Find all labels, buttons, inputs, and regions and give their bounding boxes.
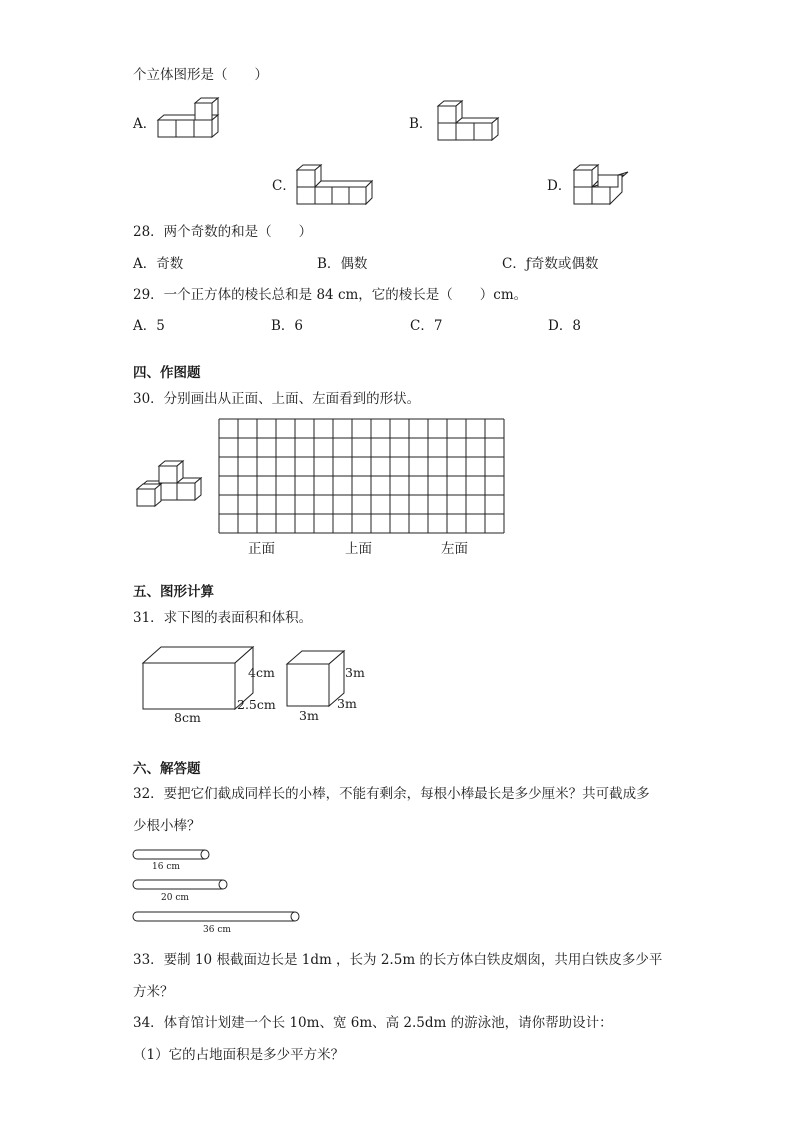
- q32-stem-line1: 32．要把它们截成同样长的小棒，不能有剩余，每根小棒最长是多少厘米？共可截成多: [133, 786, 650, 802]
- q27-option-d-label: D．: [547, 178, 572, 194]
- q32-stem-line2: 少根小棒？: [133, 818, 201, 834]
- rod-body: [133, 850, 205, 859]
- q31-cuboid-figure: [140, 645, 280, 725]
- q28-stem: 28．两个奇数的和是（ ）: [133, 224, 313, 240]
- q27-option-a-label: A．: [133, 116, 157, 132]
- q28-option-b: B．偶数: [317, 256, 368, 272]
- q31-cube-edge-bottom: 3m: [299, 708, 319, 723]
- q27-option-a-figure: [150, 95, 225, 145]
- q29-option-a: A．5: [133, 318, 165, 334]
- q34-sub1: （1）它的占地面积是多少平方米？: [133, 1047, 345, 1063]
- q28-option-a: A．奇数: [133, 256, 184, 272]
- q31-cube-edge-right: 3m: [345, 665, 365, 680]
- q34-stem: 34．体育馆计划建一个长 10m、宽 6m、高 2.5dm 的游泳池，请你帮助设计：: [133, 1015, 613, 1031]
- rod-end-cap: [291, 912, 299, 921]
- q32-rod-20-label: 20 cm: [161, 893, 189, 903]
- q27-option-b-label: B．: [409, 116, 433, 132]
- section6-heading: 六、解答题: [133, 761, 201, 777]
- q30-stem: 30．分别画出从正面、上面、左面看到的形状。: [133, 391, 421, 407]
- q28-option-c: C．ƒ奇数或偶数: [502, 256, 599, 272]
- q31-cuboid-height: 4cm: [248, 665, 275, 680]
- q29-option-d: D．8: [548, 318, 581, 334]
- q27-option-b-figure: [430, 98, 505, 148]
- q30-drawing-grid[interactable]: [218, 418, 505, 535]
- q31-cube-edge-depth: 3m: [337, 696, 357, 711]
- q32-rod-16-label: 16 cm: [152, 862, 180, 872]
- rod-body: [133, 912, 295, 921]
- rod-end-cap: [201, 850, 209, 859]
- rod-end-cap: [219, 880, 227, 889]
- section4-heading: 四、作图题: [133, 365, 201, 381]
- q27-stem-tail: 个立体图形是（ ）: [133, 67, 268, 83]
- q29-option-b: B．6: [271, 318, 304, 334]
- section5-heading: 五、图形计算: [133, 584, 214, 600]
- q32-rod-36-label: 36 cm: [203, 925, 231, 935]
- q30-cube-figure: [133, 458, 208, 513]
- q33-stem-line2: 方米？: [133, 984, 174, 1000]
- q29-stem: 29．一个正方体的棱长总和是 84 cm，它的棱长是（ ）cm。: [133, 287, 528, 303]
- q31-stem: 31．求下图的表面积和体积。: [133, 610, 313, 626]
- q31-cuboid-width: 2.5cm: [237, 697, 276, 712]
- q27-option-c-figure: [292, 161, 377, 211]
- rod-body: [133, 880, 223, 889]
- q30-label-front: 正面: [248, 541, 275, 557]
- q33-stem-line1: 33．要制 10 根截面边长是 1dm ，长为 2.5m 的长方体白铁皮烟囱，共用白铁皮多少平: [133, 952, 663, 968]
- q31-cuboid-length: 8cm: [174, 710, 201, 725]
- q27-option-c-label: C．: [272, 178, 296, 194]
- q30-label-left: 左面: [441, 541, 468, 557]
- q27-option-d-figure: [568, 161, 633, 211]
- q30-label-top: 上面: [345, 541, 372, 557]
- q29-option-c: C．7: [410, 318, 443, 334]
